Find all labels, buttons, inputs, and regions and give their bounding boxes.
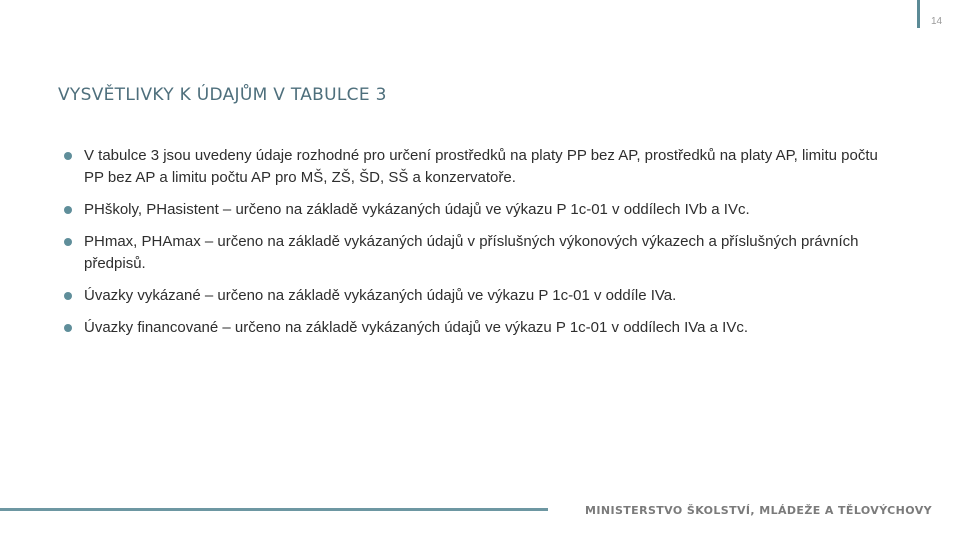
page-number: 14 xyxy=(931,16,943,27)
footer-divider xyxy=(0,508,548,511)
list-item xyxy=(64,285,894,307)
slide-title: VYSVĚTLIVKY K ÚDAJŮM V TABULCE 3 xyxy=(58,85,387,106)
bullet-dot-icon xyxy=(64,324,72,332)
bullet-dot-icon xyxy=(64,152,72,160)
bullet-text: V tabulce 3 jsou uvedeny údaje rozhodné pro určení prostředků na platy PP bez AP, prostředků na platy AP, limitu počtu PP bez AP a limitu počtu AP pro MŠ, ZŠ, ŠD, SŠ a konzervatoře. xyxy=(84,147,878,186)
page-number-bar xyxy=(917,0,920,28)
list-item xyxy=(64,199,894,221)
list-item xyxy=(64,231,894,275)
list-item xyxy=(64,145,894,189)
bullet-text: Úvazky vykázané – určeno na základě vykázaných údajů ve výkazu P 1c-01 v oddíle IVa. xyxy=(84,287,677,304)
bullet-dot-icon xyxy=(64,238,72,246)
bullet-text: Úvazky financované – určeno na základě vykázaných údajů ve výkazu P 1c-01 v oddílech IVa a IVc. xyxy=(84,319,748,336)
bullet-dot-icon xyxy=(64,292,72,300)
bullet-text: PHmax, PHAmax – určeno na základě vykázaných údajů v příslušných výkonových výkazech a příslušných právních předpisů. xyxy=(84,233,859,272)
bullet-dot-icon xyxy=(64,206,72,214)
bullet-list xyxy=(64,145,894,349)
ministry-logo-text: MINISTERSTVO ŠKOLSTVÍ, MLÁDEŽE A TĚLOVÝCHOVY xyxy=(585,504,932,517)
list-item xyxy=(64,317,894,339)
bullet-text: PHškoly, PHasistent – určeno na základě vykázaných údajů ve výkazu P 1c-01 v oddílech IVb a IVc. xyxy=(84,201,750,218)
